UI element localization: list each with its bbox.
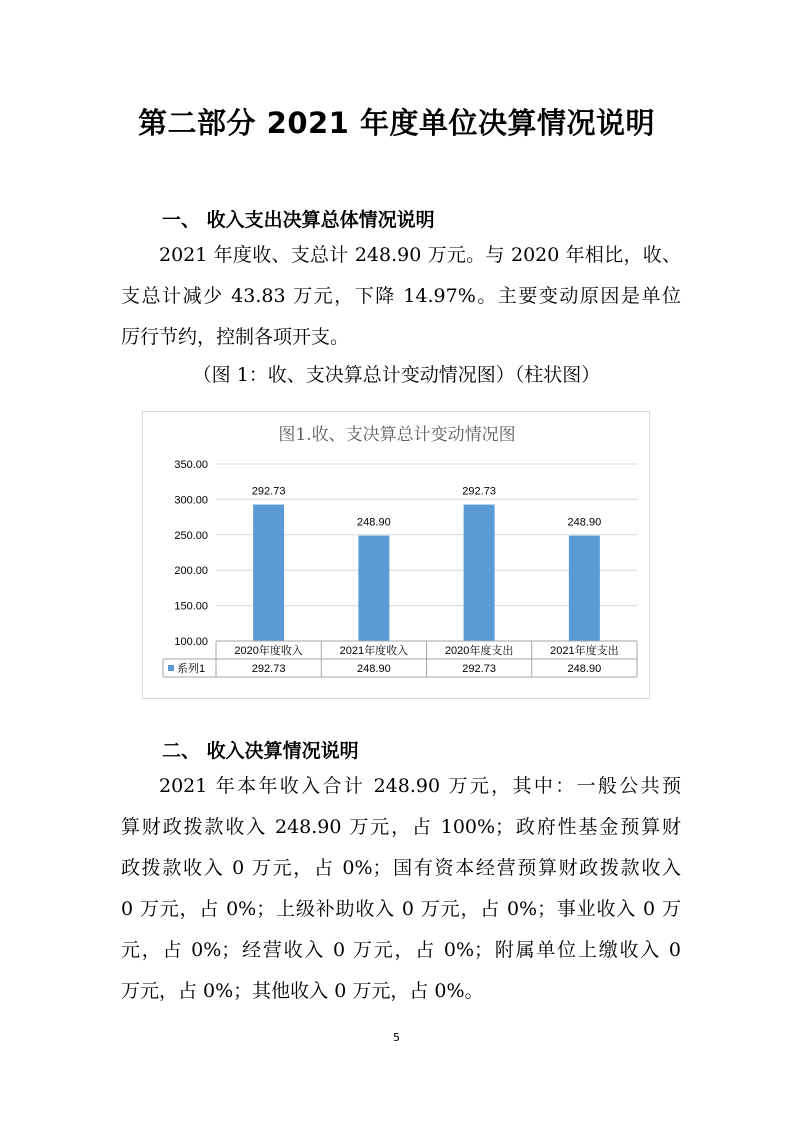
section-heading-income: 二、 收入决算情况说明 xyxy=(162,740,359,762)
bar-value-label: 292.73 xyxy=(251,485,286,498)
bar-value-label: 248.90 xyxy=(567,516,602,529)
paragraph-line: 2021 年度收、支总计 248.90 万元。与 2020 年相比，收、 xyxy=(159,244,681,266)
chart-canvas xyxy=(143,412,651,700)
y-tick-label: 200.00 xyxy=(174,565,208,578)
bar-chart xyxy=(142,411,650,699)
x-category-label: 2020年度支出 xyxy=(444,645,514,657)
paragraph-line: 算财政拨款收入 248.90 万元，占 100%；政府性基金预算财 xyxy=(121,816,681,838)
paragraph-line: 0 万元，占 0%；上级补助收入 0 万元，占 0%；事业收入 0 万 xyxy=(121,898,681,920)
paragraph-line: 厉行节约，控制各项开支。 xyxy=(121,326,350,348)
table-value-cell: 292.73 xyxy=(251,663,286,675)
table-value-cell: 292.73 xyxy=(462,663,496,675)
page-number: 5 xyxy=(393,1031,400,1044)
paragraph-line: 2021 年本年收入合计 248.90 万元，其中：一般公共预 xyxy=(159,775,681,797)
x-category-label: 2021年度收入 xyxy=(339,645,409,657)
paragraph-line: 政拨款收入 0 万元，占 0%；国有资本经营预算财政拨款收入 xyxy=(121,857,681,879)
bar xyxy=(569,536,600,641)
y-tick-label: 100.00 xyxy=(174,636,208,648)
bar xyxy=(253,505,284,641)
table-value-cell: 248.90 xyxy=(567,663,602,675)
section-heading-overview: 一、 收入支出决算总体情况说明 xyxy=(162,209,435,231)
x-category-label: 2020年度收入 xyxy=(234,645,303,657)
section-overview-paragraph xyxy=(121,235,681,358)
legend-swatch xyxy=(168,665,174,671)
section-income-paragraph xyxy=(121,766,681,1012)
bar-value-label: 292.73 xyxy=(462,485,496,498)
page-title: 第二部分 2021 年度单位决算情况说明 xyxy=(138,106,655,140)
y-tick-label: 250.00 xyxy=(174,529,208,542)
x-category-label: 2021年度支出 xyxy=(550,645,619,657)
chart-caption: （图 1：收、支决算总计变动情况图）（柱状图） xyxy=(192,364,601,386)
y-tick-label: 300.00 xyxy=(174,494,208,507)
chart-title: 图1.收、支决算总计变动情况图 xyxy=(278,425,516,445)
y-tick-label: 150.00 xyxy=(174,600,208,613)
bar xyxy=(358,536,389,641)
legend-label: 系列1 xyxy=(177,663,206,675)
y-tick-label: 350.00 xyxy=(174,459,208,471)
paragraph-line: 万元，占 0%；其他收入 0 万元，占 0%。 xyxy=(121,980,484,1002)
bar-value-label: 248.90 xyxy=(357,516,391,529)
bar xyxy=(464,505,495,641)
table-value-cell: 248.90 xyxy=(357,663,391,675)
paragraph-line: 支总计减少 43.83 万元，下降 14.97%。主要变动原因是单位 xyxy=(121,285,681,307)
paragraph-line: 元，占 0%；经营收入 0 万元，占 0%；附属单位上缴收入 0 xyxy=(121,939,681,961)
